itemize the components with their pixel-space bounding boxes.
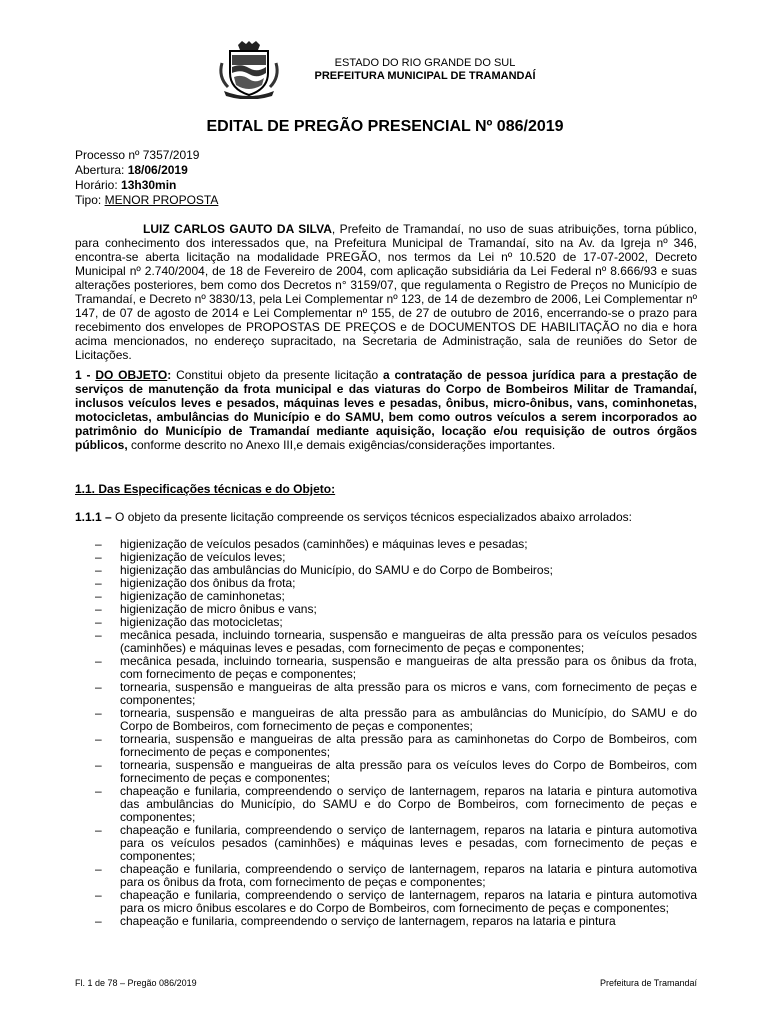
- intro-paragraph: LUIZ CARLOS GAUTO DA SILVA, Prefeito de Tramandaí, no uso de suas atribuições, torna público, para conhecimento dos interessados que, na Prefeitura Municipal de Tramandaí, sito na Av. da Igreja nº 346, encontra-se aberta licitação na modalidade PREGÃO, nos termos da Lei nº 10.520 de 17-07-2002, Decreto Municipal nº 2.740/2004, de 18 de Fevereiro de 2004, com aplicação subsidiária da Lei Federal nº 8.666/93 e suas alterações posteriores, bem como dos Decretos n° 3159/07, que regulamenta o Registro de Preços no Município de Tramandaí, e Decreto nº 3830/13, pela Lei Complementar nº 123, de 14 de dezembro de 2006, Lei Complementar nº 147, de 07 de agosto de 2014 e Lei Complementar nº 155, de 27 de outubro de 2016, encerrando-se o prazo para recebimento dos envelopes de PROPOSTAS DE PREÇOS e de DOCUMENTOS DE HABILITAÇÃO no dia e hora acima mencionados, no endereço supracitado, na Secretaria de Administração, sala de reuniões do Setor de Licitações.: [75, 222, 697, 362]
- document-title: EDITAL DE PREGÃO PRESENCIAL Nº 086/2019: [206, 118, 564, 135]
- list-item: – higienização de veículos leves;: [95, 550, 286, 564]
- process-metadata: [75, 148, 218, 208]
- tipo-line: Tipo: MENOR PROPOSTA: [75, 193, 219, 207]
- list-item: – higienização das ambulâncias do Município, do SAMU e do Corpo de Bombeiros;: [95, 563, 553, 577]
- section-1-1-1-paragraph: 1.1.1 – O objeto da presente licitação compreende os serviços técnicos especializados abaixo arrolados:: [75, 510, 632, 524]
- horario-line: Horário: 13h30min: [75, 178, 177, 192]
- list-item: – tornearia, suspensão e mangueiras de alta pressão para as caminhonetas do Corpo de Bombeiros, com fornecimento de peças e componentes;: [95, 732, 697, 759]
- list-item: – higienização de veículos pesados (caminhões) e máquinas leves e pesadas;: [95, 537, 528, 551]
- list-item: – chapeação e funilaria, compreendendo o serviço de lanternagem, reparos na lataria e pintura automotiva para os micro ônibus escolares e do Corpo de Bombeiros, com fornecimento de peças e componentes;: [95, 888, 697, 915]
- list-item: – tornearia, suspensão e mangueiras de alta pressão para os veículos leves do Corpo de Bombeiros, com fornecimento de peças e componentes;: [95, 758, 697, 785]
- issuing-organization: [290, 57, 560, 83]
- object-paragraph: 1 - DO OBJETO: Constitui objeto da presente licitação a contratação de pessoa jurídica para a prestação de serviços de manutenção da frota municipal e das viaturas do Corpo de Bombeiros Militar de Tramandaí, inclusos veículos leves e pesados, máquinas leves e pesadas, ônibus, micro-ônibus, vans, cominhonetas, motocicletas, ambulâncias do Município e do SAMU, bem como outros veículos a serem incorporados ao patrimônio do Município de Tramandaí mediante aquisição, locação e/ou requisição de outros órgãos públicos, conforme descrito no Anexo III,e demais exigências/considerações importantes.: [75, 368, 697, 452]
- list-item: – higienização de caminhonetas;: [95, 589, 285, 603]
- list-item: – higienização das motocicletas;: [95, 615, 283, 629]
- municipality-name: PREFEITURA MUNICIPAL DE TRAMANDAÍ: [314, 70, 536, 82]
- list-item: – chapeação e funilaria, compreendendo o serviço de lanternagem, reparos na lataria e pintura automotiva para os ônibus da frota, com fornecimento de peças e componentes;: [95, 862, 697, 889]
- list-item: – higienização dos ônibus da frota;: [95, 576, 296, 590]
- list-item: – tornearia, suspensão e mangueiras de alta pressão para as ambulâncias do Município, do SAMU e do Corpo de Bombeiros, com fornecimento de peças e componentes;: [95, 706, 697, 733]
- services-list: [75, 538, 697, 928]
- list-item: – higienização de micro ônibus e vans;: [95, 602, 317, 616]
- list-item: – chapeação e funilaria, compreendendo o serviço de lanternagem, reparos na lataria e pintura: [95, 914, 616, 928]
- object-heading: DO OBJETO: [95, 368, 168, 382]
- state-name: ESTADO DO RIO GRANDE DO SUL: [334, 57, 516, 69]
- mayor-name: LUIZ CARLOS GAUTO DA SILVA: [143, 222, 332, 236]
- footer-page-info: Fl. 1 de 78 – Pregão 086/2019: [75, 978, 197, 988]
- footer-organization: Prefeitura de Tramandaí: [599, 978, 697, 988]
- list-item: – tornearia, suspensão e mangueiras de alta pressão para os micros e vans, com fornecimento de peças e componentes;: [95, 680, 697, 707]
- abertura-line: Abertura: 18/06/2019: [75, 163, 188, 177]
- processo-line: Processo nº 7357/2019: [75, 148, 200, 162]
- list-item: – chapeação e funilaria, compreendendo o serviço de lanternagem, reparos na lataria e pintura automotiva para os veículos pesados (caminhões) e máquinas leves e pesadas, com fornecimento de peças e componentes;: [95, 823, 697, 863]
- list-item: – chapeação e funilaria, compreendendo o serviço de lanternagem, reparos na lataria e pintura automotiva das ambulâncias do Município, do SAMU e do Corpo de Bombeiros, com fornecimento de peças e componentes;: [95, 784, 697, 824]
- municipal-coat-of-arms-icon: [216, 41, 282, 99]
- list-item: – mecânica pesada, incluindo tornearia, suspensão e mangueiras de alta pressão para os veículos pesados (caminhões) e máquinas leves e pesadas, com fornecimento de peças e componentes;: [95, 628, 697, 655]
- list-item: – mecânica pesada, incluindo tornearia, suspensão e mangueiras de alta pressão para os ônibus da frota, com fornecimento de peças e componentes;: [95, 654, 697, 681]
- section-1-1-heading: 1.1. Das Especificações técnicas e do Objeto:: [75, 482, 336, 496]
